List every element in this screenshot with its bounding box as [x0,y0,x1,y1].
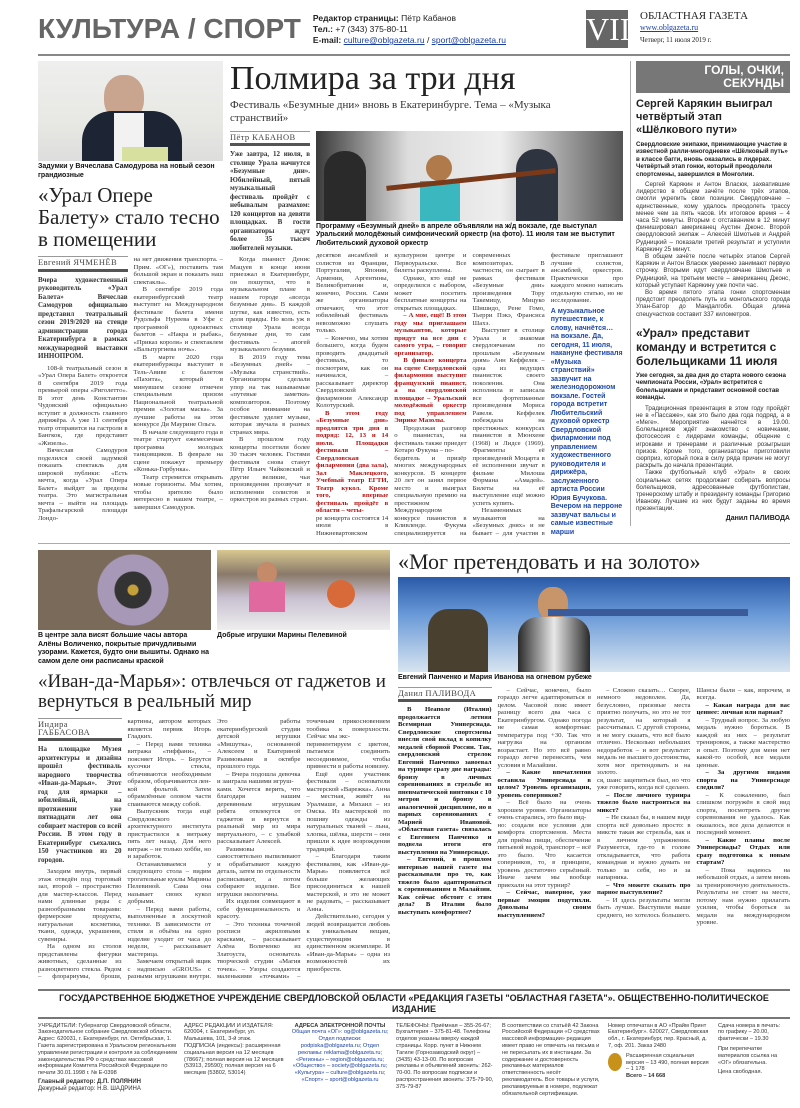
orchestra-photo [316,131,623,221]
paragraph: Вячеслав Самодуров поделился своей задумкой показать спектакль для широкой публики: «Есть мечта, когда «Урал Опера Балет» выйдет за пределы театра. Это магистральная мечта – выйти на площадь Трафальгарской площади Лондо- [38,447,128,522]
footer-emails [290,1023,390,1098]
article-column [230,131,310,504]
paragraph: На одном из столов представлены фигурки животных, сделанные из разноцветного стекла. Рядом – флорариумы, броши, картины, автором которых является первик Игорь Гладких. [38,718,211,981]
page-number: VIII [586,11,642,47]
paragraph: Останавливаемся у следующего стола – видим трогательные куклы Марины Пелевиной. Сама она называет своих кукол добрыми. [127,860,211,906]
photo-caption: Задумки у Вячеслава Самодурова на новый сезон грандиозные [38,163,215,179]
emails-title: АДРЕСА ЭЛЕКТРОННОЙ ПОЧТЫ [294,1022,386,1029]
photo-block [38,550,211,670]
interview-answer: но: создали все условия для комфорта спортсменов. Места для приёма пищи, обеспечение питьевой водой, транспорт – всё это было. Что касается соперников, то, в принципе, уровень достаточно серьёзный. Иначе зачем мы вообще приехали на этот турнир? [497,821,591,889]
paragraph: ками. Хочется верить, что благодаря нашим деревянным игрушкам ребята отвлекутся от гаджетов и вернутся в реальный мир из мира виртуального, – с улыбкой рассказывает Алексей. [217,785,301,846]
phone-label: Тел.: [312,24,334,34]
header-divider [38,54,790,56]
chief-editor: Главный редактор: Д.П. ПОЛЯНИН [38,1078,141,1085]
footer-address: АДРЕС РЕДАКЦИИ И ИЗДАТЕЛЯ: 620004, г. Екатеринбург, ул. Малышева, 101, 3-й этаж. ПОДПИСКА (индексы): расширенная социальная версия на 12 месяцев (78667); полная версия на 12 месяцев (53913, 29590); полная версия на 6 месяцев (53802, 53014) [184,1022,284,1077]
circulation: Расширенная социальная версия – 13 490, полная версия – 1 178 [626,1052,709,1073]
interview-question: – Сейчас, наверное, уже первые эмоции подутихли. Довольны своим выступлением? [497,889,591,919]
article-column [636,181,790,318]
interview-question: – Какая награда для вас ценнее: личная или парная? [696,701,790,717]
article-body [230,131,623,538]
paragraph: Незаменимых музыкантов на «Безумных днях» и не бывает – для участия в фестивале приглашают лучшие солистов, ансамблей, оркестров. Практически про каждого можно написать отдельную статью, но не исследование. [472,252,623,537]
issue-date: Четверг, 11 июля 2019 г. [640,36,712,44]
subtitle: Фестиваль «Безумные дни» вновь в Екатеринбурге. Тема – «Музыка странствий» [230,98,551,124]
byline: Пётр КАБАНОВ [230,131,310,147]
photo-block [217,550,390,670]
footer [38,989,790,1098]
paragraph: Когда пианист Денис Мацуев в конце июня приезжал в Екатеринбург, он пошутил, что в музыкальном плане в нашем городе «всегда безумные дни». В каждой шутке, как известно, есть доля правды. Но коль уж в столице Урала всегда безумные дни, то сам фестиваль – апогей музыкального безумия. [230,256,310,354]
sport-column [630,61,790,526]
interview-answer: – К сожалению, был слишком погружён в свой вид спорта, посмотреть другие соревнования не удалось. Как оказалось, все дела делаются в последний момент. [696,791,790,837]
paragraph: – Конечно, мы хотим большего, когда будем проводить двадцатый фестиваль, то посмотрим, как он начинался, – рассказывает директор Свердловской филармонии Александр Колотурский. [316,334,389,410]
footer-founders [38,1023,178,1098]
paragraph: – Перед вами техника витража «тиффани», – поясняет Игорь. – Берутся кусочки стекла, обтачиваются необходимым образом, оборачиваются лен- [127,740,211,786]
footer-legal: В соответствии со статьёй 42 Закона Российской Федерации «О средствах массовой информации» редакция имеет право не отвечать на письма и не пересылать их в инстанции. За содержание и достоверность рекламных материалов ответственность несёт рекламодатель. Все товары и услуги, рекламируемые в номере, подлежат обязательной сертификации. [502,1022,600,1097]
signed-time: Сдача номера в печать: по графику – 20.00, фактически – 19.30 [718,1022,781,1043]
newspaper-name: ОБЛАСТНАЯ ГАЗЕТА [640,10,749,22]
reprint-note: При перепечатке материалов ссылка на «ОГ» обязательна. [718,1045,778,1066]
interview-answer: – Сейчас, конечно, было гораздо легче адаптироваться в целом. Часовой пояс имеет разницу всего два часа с Екатеринбургом. Однако погода не самая комфортная: температура под +30. Так что нагрузка на организм возрастает. Но это всё равно гораздо легче перенесить, чем условия в Малайзии. [497,686,591,769]
interview-question: – Какие планы после Универсиады? Отдых или сразу подготовка к новым стартам? [696,836,790,867]
lead-paragraph: В Неаполе (Италия) продолжается летняя Всемирная Универсиада. Свердловские спортсмены внесли свой вклад в копилку медалей сборной России. Так, свердловский стрелок Евгений Панченко завоевал на турнире сразу две награды: бронзу в личных соревнованиях в стрельбе из пневматической винтовки с 10 метров и бронзу в аналогичной дисциплине, но в парных соревнованиях с Марией Ивановой. «Областная газета» связалась с Евгением Панченко и подвела итоги его выступления на Универсиаде. [398,706,492,856]
byline: Индира ГАББАСОВА [38,718,122,741]
paragraph: В сентябре 2019 года екатеринбургский театр выступит на Международном фестивале балета имени Рудольфа Нуреева в Уфе с программой одноактных балетов – «Накра и рыбак», «Приказ короля» и спектаклем «Вальпургиева ночь». [133,286,223,354]
paragraph: – Перед вами работы, выполненные в лоскутной технике. В зависимости от стиля и объёма на одно изделие уходит от часа до недели, – рассказывает мастерица. [127,905,211,958]
headline: Полмира за три дня [230,60,516,97]
footer-print: Номер отпечатан в АО «Прайм Принт Екатеринбург». 620027, Свердловская обл., г. Екатеринбург, пер. Красный, д. 7, оф. 201. Заказ 2480 [608,1022,709,1049]
pull-quote: А музыкальное путешествие, к слову, начнётся… на вокзале. Да, сегодня, 11 июля, накануне фестиваля «Музыка странствий» зазвучит на железнодорожном вокзале. Гостей города встретит Любительский духовой оркестр Свердловской филармонии под управлением художественного руководителя и дирижёра, заслуженного артиста России Юрия Бучукова. Вечером на перроне зазвучат вальсы и самые известные марши [550,307,623,536]
paragraph: В марте 2020 года екатеринбуржцы выступят в Тель-Авиве с балетом «Пахита», который в минувшем сезоне отмечен специальным призом Национальной театральной премии «Золотая маска». За лучшие работы на этом конкурсе Ди Маурине Ольга. [133,353,223,429]
polmira-article [230,61,623,537]
footer-phones: ТЕЛЕФОНЫ: Приёмная – 355-26-67; Бухгалтерия – 375-81-48. Телефоны отделов указаны вверху каждой страницы. Корр. пункт в Нижнем Тагиле (Горнозаводский округ) – (3435) 43-13-00. По вопросам рекламы и объявлений звонить: 262-70-00. По вопросам подписки и распространения звонить: 375-79-90, 375-79-87 [396,1022,494,1090]
paragraph: В 2019 году тема «Безумных дней» – «Музыка странствий». Организаторы сделали упор на так называемые «путевые заметки» композиторов. Поэтому особое внимание на фестивале уделят музыке, которая звучала в разных странах мира. [230,353,310,436]
paragraph: Замечаем открытый ящик с надписью «GROUS» с разными игрушками внутри. Это работы екатеринбургской студии детской игрушки «Мишутка», основанной Алексеем и Екатериной Разимовыми в октябре прошлого года. [127,718,301,981]
clock-photo [38,550,211,630]
publisher-title: ГОСУДАРСТВЕННОЕ БЮДЖЕТНОЕ УЧРЕЖДЕНИЕ СВЕРДЛОВСКОЙ ОБЛАСТИ «РЕДАКЦИЯ ГАЗЕТЫ "ОБЛАСТНАЯ ГАЗЕТА"». ОБЩЕСТВЕННО-ПОЛИТИЧЕСКОЕ ИЗДАНИЕ [59,992,769,1014]
footer-print-block [608,1023,712,1098]
paragraph: Действительно, сегодня у людей возвращается любовь к уникальным вещам, существующим в единственном экземпляре. И «Иван-да-Марья» – одна из возможностей их приобрести. [306,913,390,973]
paragraph: Ещё один участник фестиваля – основатели мастерской «Варежка». Анна – местная, живёт на Уралмаше, а Михаил – из Омска. Из мастерской по пошиву одежды из натуральных тканей – льна, хлопка, шёлка, шерсти – они пришли к идее возрождения традиций. [306,770,390,853]
article-body [38,718,390,981]
interview-question: – За другими видами спорта на Универсиаде следили? [696,769,790,792]
fair-photos [38,550,390,670]
emails-list: Общая почта «ОГ»: og@oblgazeta.ru; Отдел подписки: podpiska@oblgazeta.ru; Отдел рекламы: reklama@oblgazeta.ru; «Регионы» – region@oblgazeta.ru; «Общество» – society@oblgazeta.ru; «Культура» – culture@oblgazeta.ru; «Спорт» – sport@oblgazeta.ru [291,1029,389,1083]
lead-paragraph: Вчера художественный руководитель «Урал Балета» Вячеслав Самодуров официально представил театральный сезон 2019/2020 на стенде администрации города Екатеринбурга в рамках международной выставки ИННОПРОМ. [38,275,128,361]
headline: «Урал» представит команду и встретится с болельщиками 11 июля [636,325,778,368]
paragraph: ре концерта состоятся 14 июля в Нижневартовском культурном центре и Первоуральске. Все билеты раскуплены. [316,252,467,537]
page-editor-info [313,13,506,46]
footer-details [38,1023,790,1098]
photo-caption: Программу «Безумный дней» в апреле объявляли на ж/д вокзале, где выступал Уральский молодёжный симфонический оркестр (на фото). 11 июля там же выступит Любительский духовой оркестр [316,222,615,247]
paragraph: бедитель и призёр многих международных конкурсов. В концерте 20 лет он занял первое место и выиграл специальную премию на престижном Международном конкурсе пианистов в Кливленде. Фукума специализируется на современных композиторах. В частности, он сыграет в рамках фестиваля «Безумные дни» произведения Тору Такемицу, Мицуко Шишидо, Рене Гомо, Тьерри Пэкэ, Франсиса Шахэ. [394,252,545,537]
lead-paragraph: Уже завтра, 12 июля, в столице Урала начнутся «Безумные дни». Юбилейный, пятый музыкальный фестиваль пройдёт с небывалым размахом: 120 концертов на девяти площадках. В гости организаторы ждут более 35 тысяч любителей музыки. [230,150,310,252]
article-main [316,131,623,538]
paragraph: В прошлом году концерты посетили более 30 тысяч человек. Гостями фестиваля снова станут Пётр Ильич Чайковский и другие великие, чьи произведения прозвучат в исполнении солистов и оркестров из разных стран. [230,436,310,504]
top-row [38,61,790,537]
lead-paragraph: Свердловские экипажи, принимающие участие в известной ралли-многодневке «Шёлковый путь» в классе багги, вновь оказались в лидерах. Четвёртый этап гонки, который преодолели спортсмены, завершился в Монголии. [636,141,788,178]
samodurov-photo [38,61,223,161]
interview-answer: – Сложно сказать… Скорее, немного недоволен. Да, безусловно, призовые места приятно получать, но это не тот результат, на который я рассчитывал. С другой стороны, я не могу сказать, что всё было отлично. Несколько небольших недоработок – и вот результат: медаль не высшего достоинства, хотя мог претендовать и на золото. [597,686,691,777]
bottom-row [38,550,790,980]
photo-caption: Добрые игрушки Марины Пелевиной [217,632,347,640]
fair-article [38,550,390,980]
paragraph: Заходим внутрь, первый этаж отведён под торговый зал, второй – пространство для мастер-классов. Перед нами длинные ряды с разнообразными товарами: фермерские продукты, натуральная косметика, ткани, одежда, украшения, сувениры. [38,868,122,943]
page-header [38,10,790,52]
paragraph: Выступит в столице Урала и знакомая свердловчанам по прошлым «Безумным дням» Анн Кеффелек – одна из ведущих пианисток своего поколения. Она исполнила и записала все фортепианные произведения Мориса Равеля. Кеффелек побеждала на престижных конкурсах пианистов в Мюнхене (1968) и Лидсе (1969). Фрагменты её произведений Моцарта в её исполнении звучат в фильме Милоша Формана «Амадей». Билеты на её выступление ещё можно успеть купить. [472,327,545,507]
paragraph: В общем зачёте после четырёх этапов Сергей Карякин и Антон Власюк уверенно занимают первую строчку. Вторыми идут свердловчане Шмотьев и Рудницкий, на третьем месте – американец Джонс, который уступает Карякину уже почти час. [636,253,790,289]
founders-text: УЧРЕДИТЕЛИ: Губернатор Свердловской области, Законодательное собрание Свердловской области. Адрес: 620031, г. Екатеринбург, пл. Октябрьская, 1. Газета зарегистрирована в Уральском региональном управлении регистрации и контроля за соблюдением законодательства РФ о средствах массовой информации Комитета Российской Федерации по печати 30.01.1998 г. № Е-0398 [38,1022,178,1077]
interview-question: – Что можете сказать про парное выступление? [597,881,691,897]
headline: «Урал Опере Балету» стало тесно в помещении [38,183,220,252]
editor-label: Редактор страницы: [312,13,399,23]
price: Цена свободная. [718,1069,763,1076]
circulation-block [608,1053,712,1080]
paragraph: Однако, кто ещё не определился с выбором, может посетить бесплатные концерты на открытых площадках. [394,274,467,312]
paragraph: Также футбольный клуб «Урал» в своих социальных сетях продолжает собирать вопросы болельщиков, адресованные футболистам, тренерскому штабу и президенту команды Григорию Иванову. Лучшие из них будут заданы во время презентации. [636,469,790,513]
interview-answer: – Всё было на очень хорошем уровне. Организаторы очень старались, это было вид- [497,799,591,822]
duty-editor: Дежурный редактор: Н.В. ШАДРИНА [38,1086,141,1093]
paragraph: Сергей Карякин и Антон Власюк, захватившие лидерство в общем зачёте после трёх этапов, смогли укрепить свои позиции. Свердловчане – единственные, кому удалось преодолеть трассу менее чем за пять часов. Их итоговое время – 4 часа 52 минуты. Вторым с отставанием в 12 минут финишировал американец Аустин Джонс. Второй свердловский экипаж – Алексей Шмотьев и Андрей Рудницкий – показали третий результат и уступили Карякину 25 минут. [636,181,790,253]
paragraph: Во время пятого этапа гонки спортсменам предстоит преодолеть путь из монгольского города Улан-Батор до Мандалгоби. Общая длина спецучастков составит 337 километров. [636,289,790,318]
byline: Данил ПАЛИВОДА [398,687,492,703]
interview-answer: – Не сказал бы, в нашем виде спорта всё довольно просто: в миксте такая же стрельба, как и в личном упражнении. Разумеется, где-то в голове откладывается, что работа командная и нужно думать не только за себя, но и за напарника. [597,814,691,882]
shooting-article [398,550,790,927]
ural-ballet-article [38,61,223,522]
article-column [636,405,790,513]
paragraph: Их изделия совмещают в себе функциональность и красоту. [217,898,301,921]
toys-photo [217,550,390,630]
rubric-label: ГОЛЫ, ОЧКИ, СЕКУНДЫ [636,61,790,93]
paragraph: 108-й театральный сезон в «Урал Опера Балет» откроется 8 сентября 2019 года премьерой оперы «Риголетто». В этот день Константин Чудовский официально вступит в должность главного дирижёра. А уже 11 сентября театр отправится на гастроли в Бангкок, где представит «Жизель». [38,364,128,447]
paragraph: – Вчера подошла девочка и заиграла нашими игруш- [217,770,301,786]
paragraph: Выпускник тогда ещё Свердловского архитектурного института пристрастился к витражу пять лет назад. Для него витраж – не только хобби, но и заработок. [127,808,211,861]
award-seal-icon [608,1053,622,1071]
photo-caption: В центре зала висят большие часы автора Алёны Воличенко, покрытые причудливыми узорами. Кажется, будто они вышиты. Однако на самом деле они расписаны краской [38,632,210,665]
interview-answer: – Трудный вопрос. За любую медаль нужно бороться. В каждой из них – результат тренировок, а также мастерство и опыт. Поэтому для меня нет какой-то особой, все медали ценные. [696,716,790,769]
paragraph: Продолжая разговор о пианистах, на фестиваль также приедет Котаро Фукума – по- [394,424,467,455]
newspaper-info [640,10,790,46]
section-divider [38,543,790,544]
article-body [38,256,223,522]
article-columns [316,252,623,537]
section-title: КУЛЬТУРА / СПОРТ [38,13,301,44]
shooters-photo [398,577,790,672]
paragraph: В этом году «Безумные дни» продлятся три дня в подряд: 12, 13 и 14 июля. Площадки фестиваля – Свердловская филармония (два зала), Зал Маклецкого, Учебный театр ЕГТИ, Театр кукол. Кроме того, впервые фестиваль пройдёт в области – четы- [316,409,389,515]
lead-paragraph: На площадке Музея архитектуры и дизайна прошёл фестиваль народного творчества «Иван-да-Марья». Этот год для ярмарки – юбилейный, на протяжении уже пятнадцати лет она собирает мастеров со всей России. В этом году в Екатеринбург съехались 150 участников из 20 городов. [38,745,122,864]
headline: «Иван-да-Марья»: отвлечься от гаджетов и вернуться в реальный мир [38,671,386,713]
headline: «Мог претендовать и на золото» [398,549,701,575]
email-label: E-mail: [312,35,342,45]
paragraph: периментируем с цветом, пытаемся соединить несоединимое, чтобы привнести в работы новизну. [306,740,390,771]
paragraph: Традиционная презентация в этом году пройдёт не в «Пассаже», как это было два года подряд, а в «Меге». Мероприятие начнётся в 19.00. Болельщиков ждёт знакомство с новичками, фотосессия с лидерами команды, общение с игроками и тренерами и различные розыгрыши призов. Кроме того, организаторы приготовили сюрприз, который пока в силу ряда причин не могут раскрыть до начала презентации. [636,404,790,470]
site-link[interactable]: www.oblgazeta.ru [640,23,699,32]
paragraph: кой фольгой. Затем обрамлённые оловом части спаиваются между собой. [127,785,211,808]
total-circulation: Всего – 14 668 [626,1073,666,1080]
interview-question: – После личного турнира тяжело было настроиться на микст? [597,791,691,814]
interview-body [398,687,790,927]
phone: +7 (343) 375-80-11 [335,24,408,34]
email-separator: / [424,35,432,45]
photo-caption: Евгений Панченко и Мария Иванова на огневом рубеже [398,674,592,682]
paragraph: – Это техника точечной росписи акриловыми красками, – рассказывает Алёна Воличенко из Златоуста, основатель творческой студии «Магия точек». – Узоры создаются маленькими «точками» – точечным прикосновением тообика к поверхности. Сейчас мы экс- [217,718,390,981]
interview-answer: – Пока надеюсь на небольшой отдых, а затем вновь за тренировочную деятельность. Результаты не стоят на месте, потому нам нужно прилагать усилия, чтобы бороться за медали на международном уровне. [696,866,790,927]
paragraph: Театр стремится открывать новые горизонты. Мы хотим, чтобы зрителю было интересно в нашем театре, – завершил Самодуров. [133,473,223,511]
footer-circulation [626,1053,712,1080]
editor-name: Пётр Кабанов [401,13,456,23]
byline: Евгений ЯЧМЕНЁВ [38,256,128,272]
paragraph: десятков ансамблей и солистов из Франции, Португалии, Японии, Армении, Аргентины, Великобритании и, конечно, России. Сами же организаторы отмечают, что этот юбилейный фестиваль невозможно слушать только. [316,252,389,335]
paragraph: В финале концерта на сцене Свердловской филармонии выступит французский пианист, а на свердловской площадке – Уральский молодёжный оркестр под управлением Энрике Мазолы. [394,357,467,425]
paragraph: Разимовы самостоятельно выпиливают и обрабатывают каждую деталь, затем по отдельности расписывают, а потом собирают изделие. Все игрушки экологичны. [217,845,301,898]
interview-question: – Евгений, в прошлом интервью нашей газете вы рассказывали про то, как тяжело было адаптироваться к соревнованиям в Малайзии. Как сейчас обстоят с этим дела? В Италии было выступать комфортнее? [398,856,492,916]
sport-email-link[interactable]: sport@oblgazeta.ru [431,35,506,45]
interview-question: – Какие впечатления оставила Универсиада в целом? Уровень организации, уровень соперников? [497,769,591,799]
lead-paragraph: Уже сегодня, за два дня до старта нового сезона чемпионата России, «Урал» встретится с болельщиками и представит основной состав команды. [636,371,786,402]
headline: Сергей Карякин выиграл четвёртый этап «Шёлкового пути» [636,98,773,136]
paragraph: на нет движения транспорта. – Прим. «ОГ»), поставить там большой экран и показать наш спектакль». [133,256,223,286]
publisher-band [38,989,790,1019]
interview-answer: – И здесь результаты могли быть лучше. Выступили выше среднего, но хотелось большего. Шансы были – как, впрочем, и всегда. [597,686,790,919]
paragraph: – А мне, ещё! В этом году мы приглашаем музыкантов, которые придут на все дни с самого утра, – говорит организатор. [394,312,467,357]
interview-answer: ся, шанс зацепиться был, но что уже говорить, когда всё сделано. [597,776,691,792]
footer-signed [718,1023,784,1098]
paragraph: В начале следующего года в театре стартует ежемесячная программа молодых танцовщиков. В феврале на сцене покажут премьеру «Конька-Горбунка». [133,428,223,474]
paragraph: – Благодаря таким фестивалям, как «Иван-да-Марья» появляется всё больше желающих присоединиться к нашей мастерской, и это не может не радовать, – рассказывает Анна. [306,853,390,913]
culture-email-link[interactable]: culture@oblgazeta.ru [343,35,425,45]
author-signature: Данил ПАЛИВОДА [725,514,790,522]
